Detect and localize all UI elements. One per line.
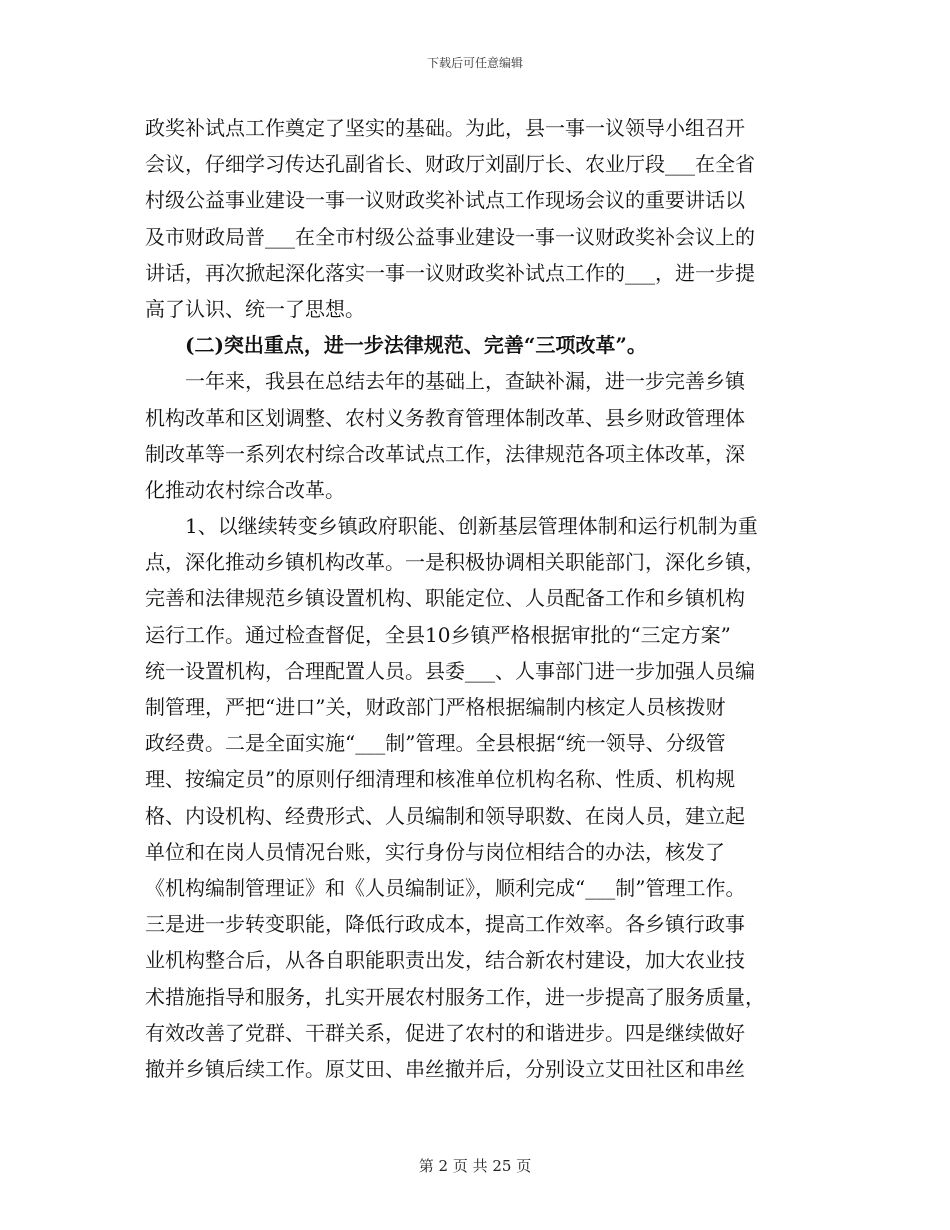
text-line: 制改革等一系列农村综合改革试点工作，法律规范各项主体改革，深 — [145, 441, 745, 466]
text-line: 《机构编制管理证》和《人员编制证》，顺利完成“___制”管理工作。 — [145, 875, 746, 900]
text-line: 会议，仔细学习传达孔副省长、财政厅刘副厅长、农业厅段___在全省 — [145, 152, 755, 177]
text-line: 及市财政局普___在全市村级公益事业建设一事一议财政奖补会议上的 — [145, 224, 755, 249]
text-line: 制管理，严把“进口”关，财政部门严格根据编制内核定人员核拨财 — [145, 695, 726, 719]
text-line: 有效改善了党群、干群关系，促进了农村的和谐进步。四是继续做好 — [145, 1020, 745, 1045]
text-line: 术措施指导和服务，扎实开展农村服务工作，进一步提高了服务质量， — [145, 984, 765, 1009]
text-line: 一年来，我县在总结去年的基础上，查缺补漏，进一步完善乡镇 — [185, 369, 745, 394]
text-line: 完善和法律规范乡镇设置机构、职能定位、人员配备工作和乡镇机构 — [145, 586, 745, 611]
page-footer: 第 2 页 共 25 页 — [418, 1157, 532, 1175]
page-header: 下载后可任意编辑 — [426, 56, 523, 70]
text-line: 化推动农村综合改革。 — [145, 477, 345, 502]
text-line: 撤并乡镇后续工作。原艾田、串丝撤并后，分别设立艾田社区和串丝 — [145, 1056, 745, 1081]
text-line: 讲话，再次掀起深化落实一事一议财政奖补试点工作的___，进一步提 — [145, 260, 755, 285]
text-line: 格、内设机构、经费形式、人员编制和领导职数、在岗人员，建立起 — [145, 803, 745, 828]
text-line: 单位和在岗人员情况台账，实行身份与岗位相结合的办法，核发了 — [145, 839, 725, 864]
text-line: 机构改革和区划调整、农村义务教育管理体制改革、县乡财政管理体 — [145, 405, 745, 430]
text-line: 1、以继续转变乡镇政府职能、创新基层管理体制和运行机制为重 — [185, 514, 758, 539]
text-line: 三是进一步转变职能，降低行政成本，提高工作效率。各乡镇行政事 — [145, 912, 745, 937]
text-line: 政经费。二是全面实施“___制”管理。全县根据“统一领导、分级管 — [145, 731, 726, 756]
text-line: 高了认识、统一了思想。 — [145, 296, 365, 321]
text-line: 统一设置机构，合理配置人员。县委___、人事部门进一步加强人员编 — [145, 658, 755, 683]
text-line: 理、按编定员”的原则仔细清理和核准单位机构名称、性质、机构规 — [145, 767, 736, 792]
text-line: 运行工作。通过检查督促，全县10乡镇严格根据审批的“三定方案” — [145, 622, 731, 647]
section-heading: (二)突出重点，进一步法律规范、完善“三项改革”。 — [185, 333, 647, 358]
text-line: 点，深化推动乡镇机构改革。一是积极协调相关职能部门，深化乡镇， — [145, 550, 765, 575]
document-body — [145, 110, 815, 1087]
text-line: 村级公益事业建设一事一议财政奖补试点工作现场会议的重要讲话以 — [145, 188, 745, 213]
text-line: 政奖补试点工作奠定了坚实的基础。为此，县一事一议领导小组召开 — [145, 116, 745, 140]
text-line: 业机构整合后，从各自职能职责出发，结合新农村建设，加大农业技 — [145, 948, 745, 973]
